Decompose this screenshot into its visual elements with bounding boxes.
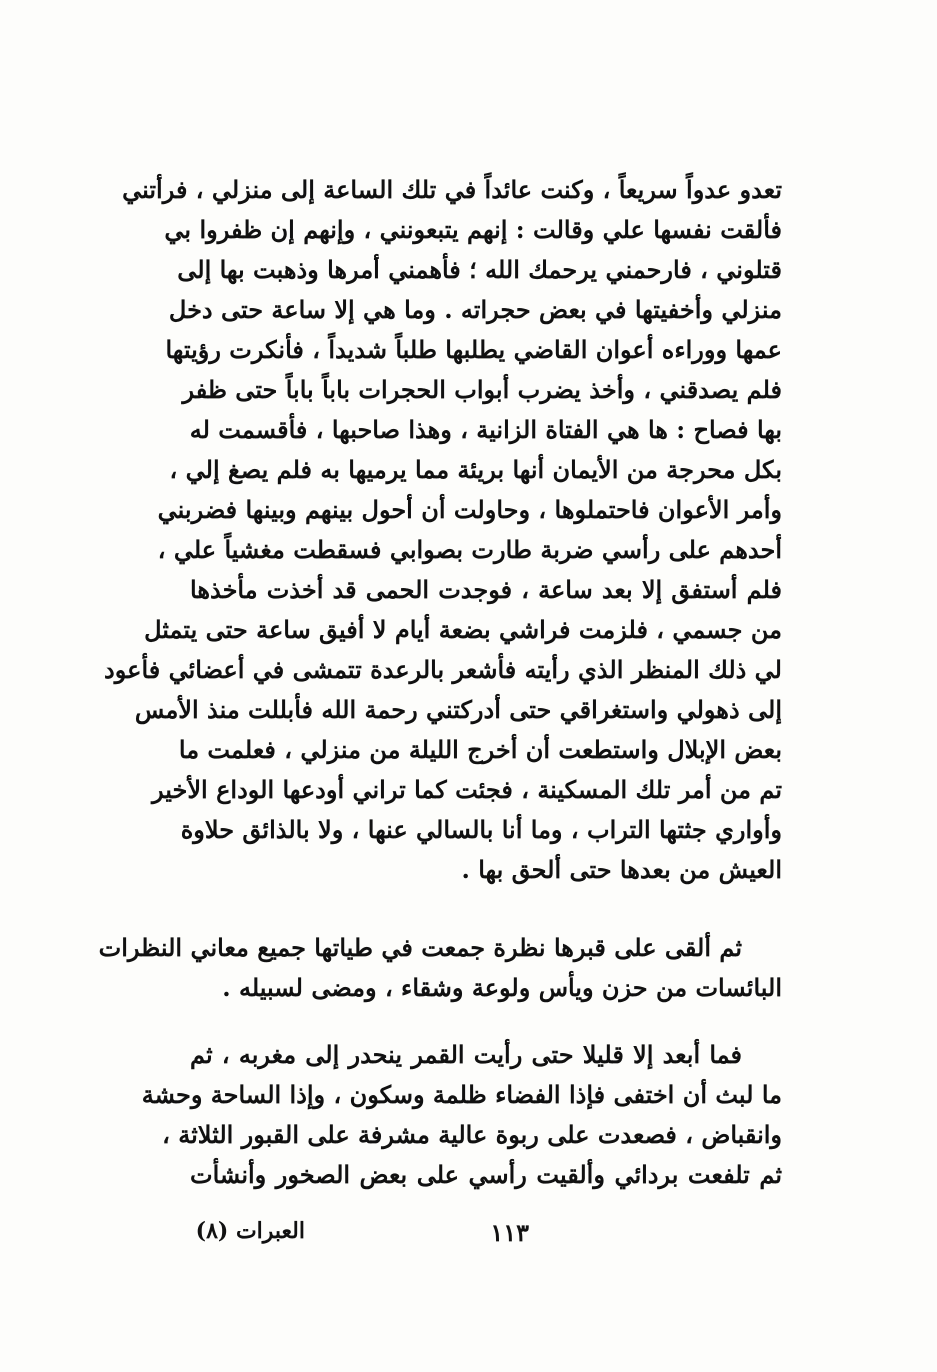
text-line: من جسمي ، فلزمت فراشي بضعة أيام لا أفيق ساعة حتى يتمثل	[144, 615, 782, 644]
page-number: ١١٣	[490, 1218, 529, 1247]
text-line: ثم ألقى على قبرها نظرة جمعت في طياتها جميع معاني النظرات	[98, 933, 742, 962]
text-line: قتلوني ، فارحمني يرحمك الله ؛ فأهمني أمرها وذهبت بها إلى	[177, 255, 782, 284]
text-line: تعدو عدواً سريعاً ، وكنت عائداً في تلك الساعة إلى منزلي ، فرأتني	[122, 175, 782, 204]
text-line: إلى ذهولي واستغراقي حتى أدركتني رحمة الله فأبللت منذ الأمس	[134, 695, 782, 724]
text-line: ما لبث أن اختفى فإذا الفضاء ظلمة وسكون ، وإذا الساحة وحشة	[141, 1080, 782, 1109]
text-line: لي ذلك المنظر الذي رأيته فأشعر بالرعدة تتمشى في أعضائي فأعود	[104, 655, 782, 684]
text-line: فلم أستفق إلا بعد ساعة ، فوجدت الحمى قد أخذت مأخذها	[190, 575, 782, 604]
text-line: بعض الإبلال واستطعت أن أخرج الليلة من منزلي ، فعلمت ما	[178, 735, 782, 764]
chapter-label: العبرات (٨)	[195, 1218, 305, 1244]
text-line: البائسات من حزن ويأس ولوعة وشقاء ، ومضى لسبيله .	[222, 973, 782, 1002]
page-footer	[190, 1218, 782, 1254]
text-line: فألقت نفسها علي وقالت : إنهم يتبعونني ، وإنهم إن ظفروا بي	[164, 215, 782, 244]
text-line: وانقباض ، فصعدت على ربوة عالية مشرفة على القبور الثلاثة ،	[162, 1120, 782, 1149]
text-line: ثم تلفعت بردائي وألقيت رأسي على بعض الصخور وأنشأت	[190, 1160, 782, 1189]
text-line: عمها ووراءه أعوان القاضي يطلبها طلباً شديداً ، فأنكرت رؤيتها	[165, 335, 782, 364]
paragraph-3	[141, 1035, 782, 1195]
text-line: تم من أمر تلك المسكينة ، فجئت كما تراني أودعها الوداع الأخير	[152, 775, 782, 804]
text-line: وأواري جثتها التراب ، وما أنا بالسالي عنها ، ولا بالذائق حلاوة	[180, 815, 782, 844]
text-line: فلم يصدقني ، وأخذ يضرب أبواب الحجرات باباً باباً حتى ظفر	[182, 375, 782, 404]
text-line: بكل محرجة من الأيمان أنها بريئة مما يرميها به فلم يصغ إلي ،	[169, 455, 782, 484]
text-line: العيش من بعدها حتى ألحق بها .	[461, 855, 782, 884]
paragraph-2	[98, 928, 782, 1008]
text-line: فما أبعد إلا قليلا حتى رأيت القمر ينحدر إلى مغربه ، ثم	[190, 1040, 742, 1069]
text-line: منزلي وأخفيتها في بعض حجراته . وما هي إلا ساعة حتى دخل	[168, 295, 782, 324]
paragraph-1	[104, 170, 782, 890]
text-line: أحدهم على رأسي ضربة طارت بصوابي فسقطت مغشياً علي ،	[157, 535, 782, 564]
text-line: بها فصاح : ها هي الفتاة الزانية ، وهذا صاحبها ، فأقسمت له	[189, 415, 782, 444]
text-line: وأمر الأعوان فاحتملوها ، وحاولت أن أحول بينهم وبينها فضربني	[157, 495, 782, 524]
